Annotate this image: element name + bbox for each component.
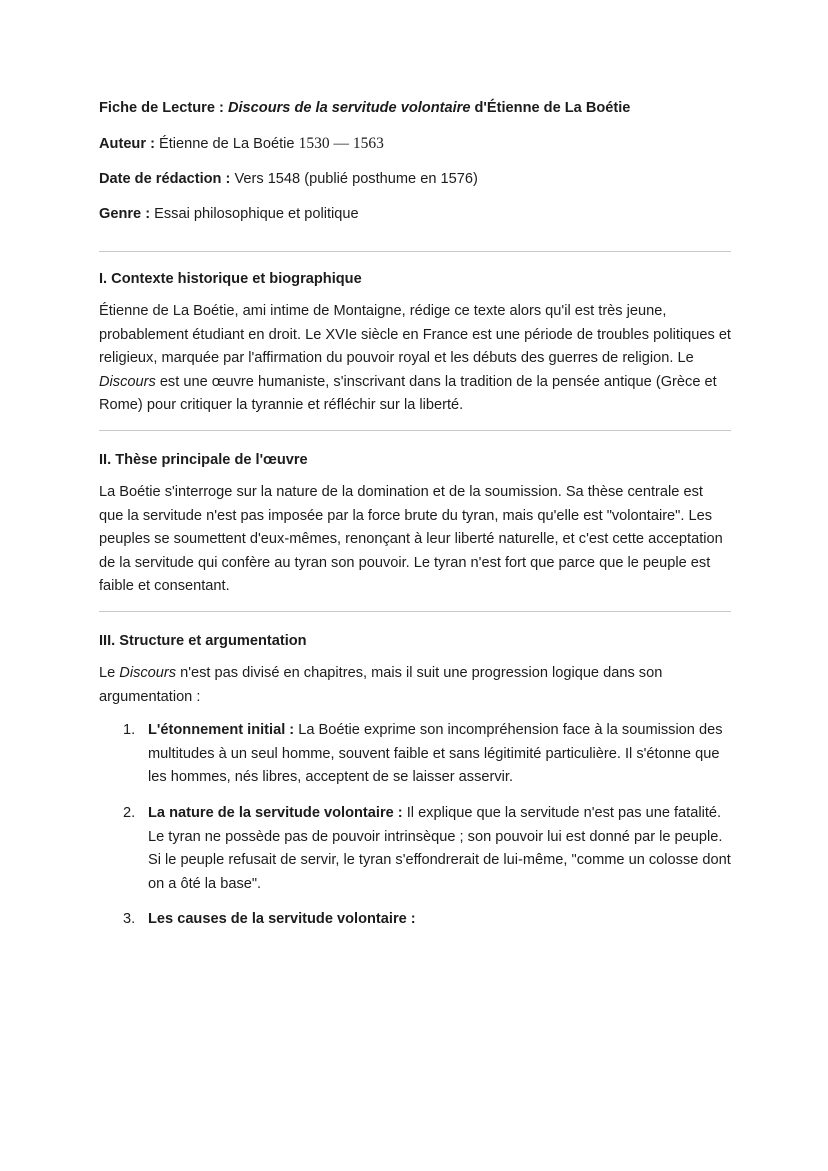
genre-value: Essai philosophique et politique	[154, 206, 359, 222]
title-prefix: Fiche de Lecture :	[99, 100, 228, 116]
author-dates: 1530 — 1563	[298, 135, 384, 152]
list-number: 1.	[123, 722, 136, 739]
list-item	[99, 908, 731, 932]
genre-label: Genre :	[99, 206, 155, 222]
section-heading-context: I. Contexte historique et biographique	[99, 271, 362, 287]
section-text-thesis: La Boétie s'interroge sur la nature de la domination et de la soumission. Sa thèse centrale est que la servitude n'est pas imposée par la force brute du tyran, mais qu'elle est "volontaire". Les peuples se soumettent d'eux-mêmes, renonçant à leur liberté naturelle, et c'est cette acceptation de la servitude qui confère au tyran son pouvoir. Le tyran n'est fort que parce que le peuple est faible et consentant.	[99, 483, 723, 595]
genre-line	[99, 204, 731, 225]
section-heading-structure: III. Structure et argumentation	[99, 632, 307, 649]
author-label: Auteur :	[99, 136, 159, 152]
list-item-title: L'étonnement initial :	[148, 722, 299, 739]
list-item	[99, 802, 731, 896]
section-text-context: Étienne de La Boétie, ami intime de Montaigne, rédige ce texte alors qu'il est très jeune, probablement étudiant en droit. Le XVIe siècle en France est une période de troubles politiques et religieux, marquée par l'affirmation du pouvoir royal et les débuts des guerres de religion. Le Discours est une œuvre humaniste, s'inscrivant dans la tradition de la pensée antique (Grèce et Rome) pour critiquer la tyrannie et réfléchir sur la liberté.	[99, 303, 731, 414]
list-item	[99, 719, 731, 790]
divider	[99, 430, 731, 431]
section-heading-thesis: II. Thèse principale de l'œuvre	[99, 451, 308, 468]
author-name: Étienne de La Boétie	[159, 136, 299, 152]
document-content	[99, 98, 731, 932]
section-text-structure-intro: Le Discours n'est pas divisé en chapitres, mais il suit une progression logique dans son argumentation :	[99, 664, 663, 705]
date-line	[99, 169, 731, 190]
date-value: Vers 1548 (publié posthume en 1576)	[234, 171, 478, 187]
divider	[99, 251, 731, 252]
date-label: Date de rédaction :	[99, 171, 235, 187]
list-number: 2.	[123, 804, 136, 821]
title-work: Discours de la servitude volontaire	[227, 100, 471, 116]
list-number: 3.	[123, 911, 136, 928]
list-item-text: La Boétie exprime son incompréhension face à la soumission des multitudes à un seul homme, souvent faible et sans légitimité particulière. Il s'étonne que les hommes, nés libres, acceptent de se laisser asservir.	[148, 722, 723, 786]
document-title	[99, 98, 731, 119]
list-item-title: Les causes de la servitude volontaire :	[148, 911, 416, 928]
argument-list	[99, 719, 731, 932]
author-line	[99, 133, 731, 155]
list-item-text: Il explique que la servitude n'est pas une fatalité. Le tyran ne possède pas de pouvoir intrinsèque ; son pouvoir lui est donné par le peuple. Si le peuple refusait de servir, le tyran s'effondrerait de lui-même, "comme un colosse dont on a ôté la base".	[148, 804, 731, 892]
divider	[99, 611, 731, 612]
list-item-title: La nature de la servitude volontaire :	[148, 804, 407, 821]
title-suffix: d'Étienne de La Boétie	[470, 100, 631, 116]
